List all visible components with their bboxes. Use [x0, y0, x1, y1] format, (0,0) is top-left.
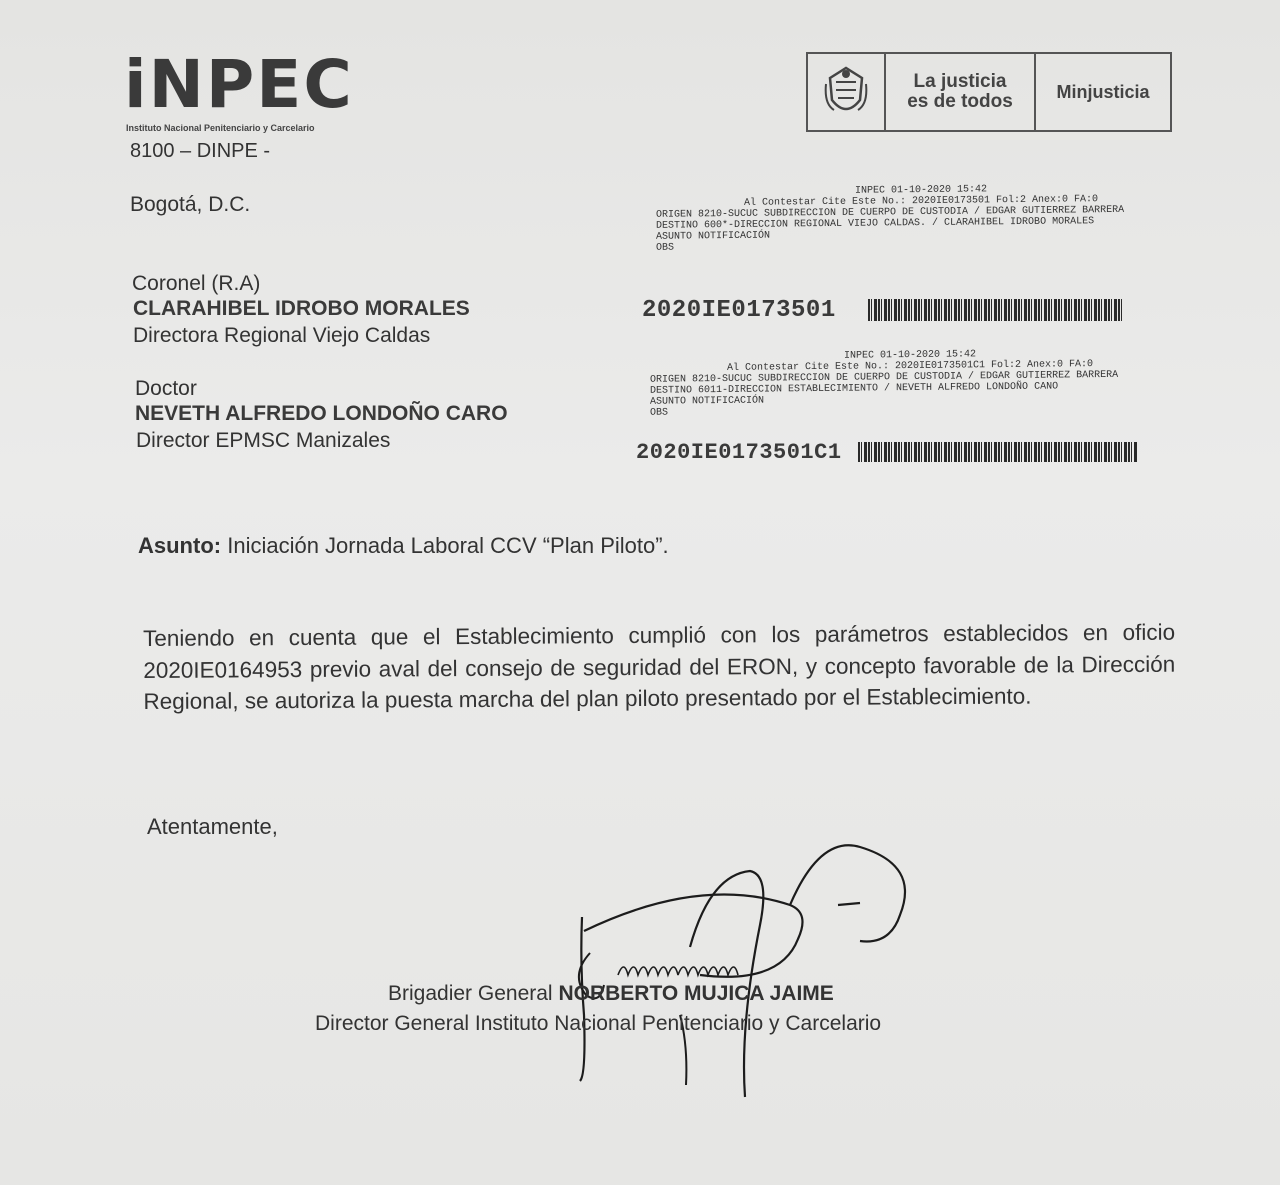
subject-label: Asunto:: [138, 533, 222, 558]
recipient-1-position: Directora Regional Viejo Caldas: [133, 324, 431, 347]
closing: Atentamente,: [147, 814, 278, 839]
barcode-2: [858, 442, 1138, 462]
stamp-origin: ORIGEN 8210-SUCUC SUBDIRECCION DE CUERPO DE CUSTODIA / EDGAR GUTIERREZ BARRERA: [650, 369, 1119, 386]
filing-stamp-1: [656, 182, 1186, 254]
recipient-2-name: NEVETH ALFREDO LONDOÑO CARO: [135, 402, 508, 425]
letter-body: Teniendo en cuenta que el Establecimiento cumplió con los parámetros establecidos en oficio 2020IE0164953 previo aval del consejo de seguridad del ERON, y concepto favorable de la Dirección Regional, se autoriza la puesta marcha del plan piloto presentado por el Establecimiento.: [143, 619, 1176, 714]
ministry-label: Minjusticia: [1056, 81, 1150, 102]
stamp-obs: OBS: [656, 242, 675, 254]
stamp-date: INPEC 01-10-2020 15:42: [854, 184, 988, 197]
stamp-date: INPEC 01-10-2020 15:42: [843, 349, 977, 362]
stamp-reference: Al Contestar Cite Este No.: 2020IE0173501 Fol:2 Anex:0 FA:0: [743, 194, 1099, 209]
recipient-2-position: Director EPMSC Manizales: [136, 429, 391, 452]
stamp-origin: ORIGEN 8210-SUCUC SUBDIRECCION DE CUERPO DE CUSTODIA / EDGAR GUTIERREZ BARRERA: [656, 204, 1125, 221]
stamp-code-1: 2020IE0173501: [642, 297, 836, 324]
inpec-logo: iNPEC: [124, 46, 354, 123]
signer-name: NORBERTO MUJICA JAIME: [558, 982, 834, 1005]
dependency-code: 8100 – DINPE -: [130, 140, 271, 162]
signer-line: [388, 982, 834, 1006]
signer-title: Director General Instituto Nacional Penitenciario y Carcelario: [315, 1012, 882, 1035]
stamp-obs: OBS: [650, 407, 669, 419]
slogan-line-2: es de todos: [907, 91, 1013, 112]
stamp-subject: ASUNTO NOTIFICACIÓN: [656, 230, 771, 243]
slogan: [886, 54, 1036, 130]
coat-of-arms-icon: [808, 54, 886, 130]
subject-text: Iniciación Jornada Laboral CCV “Plan Piloto”.: [227, 533, 669, 558]
recipient-1-name: CLARAHIBEL IDROBO MORALES: [133, 297, 470, 320]
signer-rank: Brigadier General: [388, 982, 553, 1005]
stamp-destination: DESTINO 6011-DIRECCION ESTABLECIMIENTO / NEVETH ALFREDO LONDOÑO CANO: [650, 381, 1059, 397]
slogan-line-1: La justicia: [913, 71, 1007, 93]
recipient-2-title: Doctor: [135, 377, 197, 400]
logo-subtitle: Instituto Nacional Penitenciario y Carcelario: [126, 123, 315, 133]
stamp-subject: ASUNTO NOTIFICACIÓN: [650, 395, 765, 408]
handwritten-signature: [560, 835, 920, 1115]
stamp-code-2: 2020IE0173501C1: [636, 440, 842, 465]
recipient-1-title: Coronel (R.A): [132, 272, 261, 295]
city-line: Bogotá, D.C.: [130, 193, 251, 216]
barcode-1: [868, 299, 1122, 321]
government-header-box: [806, 52, 1172, 132]
stamp-reference: Al Contestar Cite Este No.: 2020IE0173501C1 Fol:2 Anex:0 FA:0: [726, 359, 1094, 374]
subject-line: [138, 533, 669, 559]
stamp-destination: DESTINO 600*-DIRECCION REGIONAL VIEJO CALDAS. / CLARAHIBEL IDROBO MORALES: [656, 216, 1095, 232]
filing-stamp-2: [650, 347, 1170, 418]
